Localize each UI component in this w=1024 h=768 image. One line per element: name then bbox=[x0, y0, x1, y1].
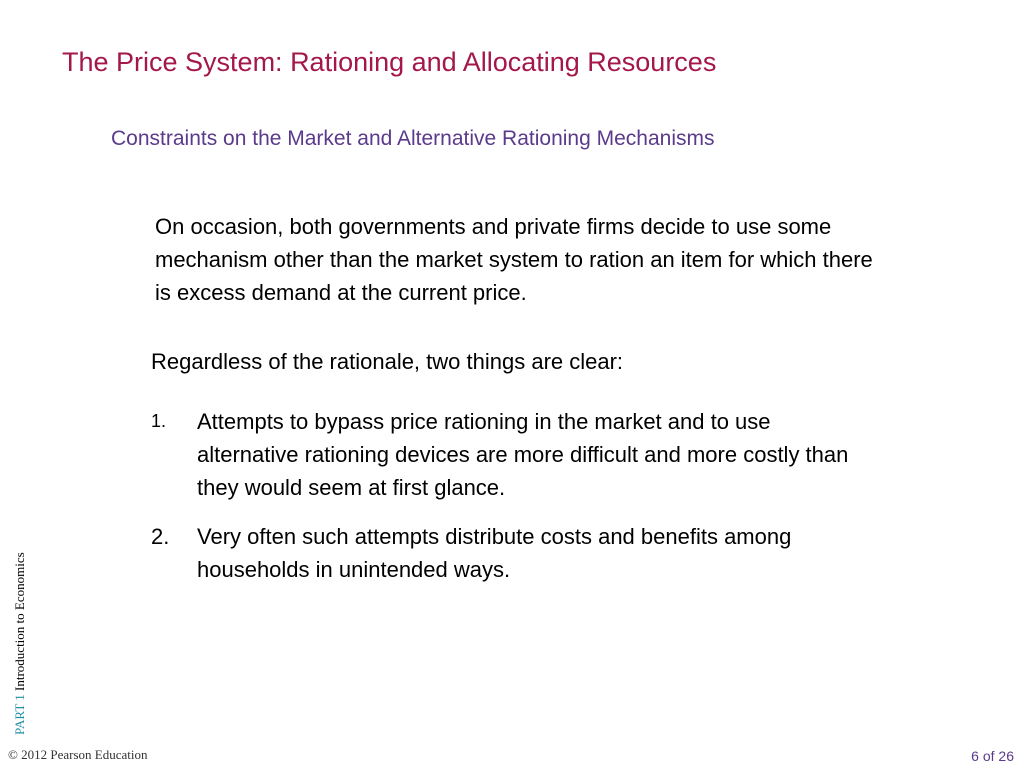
lead-sentence: Regardless of the rationale, two things are clear: bbox=[151, 349, 624, 374]
slide-title: The Price System: Rationing and Allocating Resources bbox=[62, 47, 717, 77]
vertical-book-label bbox=[12, 552, 28, 735]
list-item-text: Attempts to bypass price rationing in the market and to use alternative rationing devices are more difficult and more costly than they would seem at first glance. bbox=[197, 409, 849, 500]
numbered-list-item bbox=[151, 405, 871, 504]
list-item-number: 1. bbox=[151, 411, 167, 431]
intro-paragraph: On occasion, both governments and private firms decide to use some mechanism other than the market system to ration an item for which there is excess demand at the current price. bbox=[155, 214, 873, 305]
list-item-text: Very often such attempts distribute costs and benefits among households in unintended ways. bbox=[197, 524, 792, 582]
page-number: 6 of 26 bbox=[971, 748, 1014, 764]
book-title-label: Introduction to Economics bbox=[12, 552, 27, 691]
list-item-number: 2. bbox=[151, 524, 170, 549]
numbered-list-item bbox=[151, 520, 871, 586]
part-label: PART 1 bbox=[12, 694, 27, 735]
slide-subtitle: Constraints on the Market and Alternative Rationing Mechanisms bbox=[111, 127, 715, 150]
copyright-footer: © 2012 Pearson Education bbox=[8, 747, 148, 762]
